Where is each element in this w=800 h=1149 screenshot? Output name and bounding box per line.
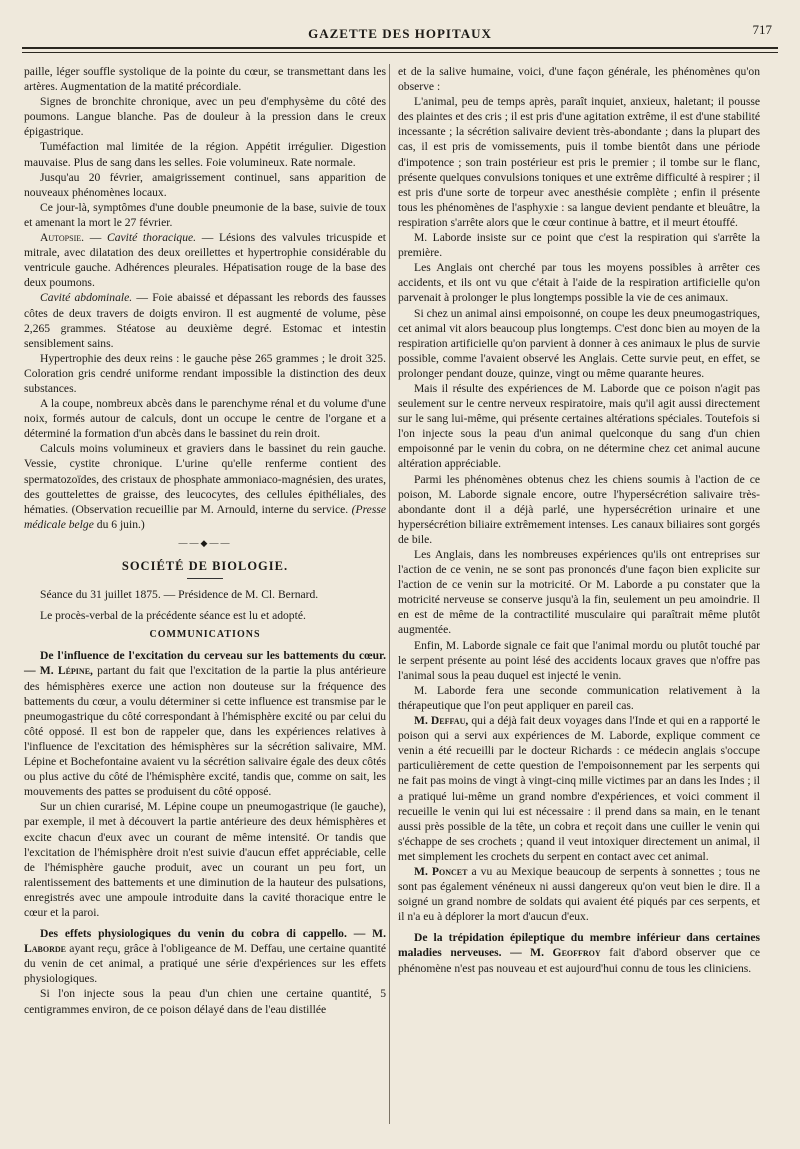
communication-geoffroy xyxy=(398,930,760,975)
paragraph: Si chez un animal ainsi empoisonné, on coupe les deux pneumogastriques, cet animal vit alors beaucoup plus longtemps. C'est donc bien au moyen de la respiration artificielle qu'on parvient à donner à ces animaux le plus de survie possible, comme l'avaient observé les Anglais. Cette survie peut, en effet, se prolonger pendant douze, quinze, vingt ou même quarante heures. xyxy=(398,306,760,380)
poncet-paragraph xyxy=(398,864,760,924)
paragraph: M. Laborde fera une seconde communication relativement à la thérapeutique que l'on peut appliquer en pareil cas. xyxy=(398,683,760,712)
communication-lepine xyxy=(24,648,386,799)
paragraph: Signes de bronchite chronique, avec un peu d'emphysème du côté des poumons. Langue blanche. Pas de douleur à la pression dans le creux épigastrique. xyxy=(24,95,386,139)
observation-text: Calculs moins volumineux et graviers dans le bassinet du rein gauche. Vessie, cystite chronique. L'urine qu'elle renferme contient des spermatozoïdes, des cristaux de phosphate ammoniaco-magnésien, des urates, des gouttelettes de graisse, des leucocytes, des cellules épithéliales, des hématies. (Observation recueillie par M. Arnould, interne du service. xyxy=(24,442,386,516)
proces-verbal: Le procès-verbal de la précédente séance est lu et adopté. xyxy=(40,609,306,623)
autopsy-label: Autopsie. — xyxy=(40,231,102,245)
right-column xyxy=(398,64,760,976)
paragraph: Mais il résulte des expériences de M. Laborde que ce poison n'agit pas seulement sur le centre nerveux respiratoire, mais qu'il agit aussi directement sur le sang lui-même, qui présente certaines altérations spéciales. Toutefois si l'on injecte sous la peau d'un animal quelconque du sang d'un chien empoisonné par le venin du cobra, on ne détermine chez cet animal aucune altération appréciable. xyxy=(398,381,760,471)
source-date: du 6 juin.) xyxy=(96,517,145,531)
paragraph: Parmi les phénomènes obtenus chez les chiens soumis à l'action de ce poison, M. Laborde signale encore, outre l'hypersécrétion salivaire très-abondante dont il a déjà parlé, une hypersécrétion urinaire et une hypersécrétion biliaire extrêmement intenses. Les canaux biliaires sont gorgés de bile. xyxy=(398,472,760,546)
author-name: M. Poncet xyxy=(414,864,468,878)
paragraph: et de la salive humaine, voici, d'une façon générale, les phénomènes qu'on observe : xyxy=(398,65,760,94)
paragraph: A la coupe, nombreux abcès dans le parenchyme rénal et du volume d'une noix, formés autour de calculs, dont un occupe le centre de l'organe et a déterminé la formation d'un abcès dans le bassinet du rein droit. xyxy=(24,397,386,441)
paragraph: M. Laborde insiste sur ce point que c'est la respiration qui s'arrête la première. xyxy=(398,231,760,260)
author-name: M. Deffau, xyxy=(414,714,469,728)
paragraph: Hypertrophie des deux reins : le gauche pèse 265 grammes ; le droit 325. Coloration gris cendré uniforme rendant impossible la distinction des deux substances. xyxy=(24,351,386,395)
autopsy-paragraph xyxy=(24,230,386,290)
communication-text: fait d'abord observer que ce phénomène n'est pas nouveau et est aujourd'hui connu de tous les cliniciens. xyxy=(398,946,760,975)
header-rule-thick xyxy=(22,47,778,49)
page-number: 717 xyxy=(752,22,772,37)
autopsy-text: — Lésions des valvules tricuspide et mitrale, avec dilatation des deux oreillettes et hypertrophie considérable du ventricule gauche. Adhérences pleurales. Hépatisation rouge de la base des deux poumons. xyxy=(24,231,386,290)
paragraph: Sur un chien curarisé, M. Lépine coupe un pneumogastrique (le gauche), par exemple, il met à découvert la partie antérieure des deux hémisphères et excite chacun d'eux avec un courant de même intensité. Or tandis que l'excitation de l'hémisphère droit n'est suivie d'aucun effet appréciable, celle de l'hémisphère gauche produit, avec un courant un peu fort, un ralentissement des battements et une diminution de la hauteur des pulsations, enregistrés avec une ampoule introduite dans la cavité thoracique entre le cœur et la paroi. xyxy=(24,800,386,919)
cavity-abdominal-label: Cavité abdominale. xyxy=(40,291,133,305)
ornament-separator: ——◆—— xyxy=(178,537,232,548)
communications-heading: COMMUNICATIONS xyxy=(149,629,261,641)
left-column xyxy=(24,64,386,1017)
communication-title: De l'influence de l'excitation du cerveau sur les battements du cœur. xyxy=(40,649,386,663)
paragraph: Enfin, M. Laborde signale ce fait que l'animal mordu ou plutôt touché par le serpent présente au point lésé des accidents locaux graves que n'offre pas l'animal sous la peau duquel est injecté le venin. xyxy=(398,638,760,682)
header-rule-thin xyxy=(22,52,778,53)
communication-text: partant du fait que l'excitation de la partie la plus antérieure des hémisphères exerce une action non douteuse sur la fréquence des battements du cœur, a voulu déterminer si cette influence est transmise par le pneumogastrique du côté correspondant à l'hémisphère excité ou par celui du côté opposé. Il est bon de rappeler que, dans les expériences relatives à l'influence de l'excitation des hémisphères sur la sécrétion salivaire, MM. Lépine et Bochefontaine avaient vu la sécrétion salivaire égale des deux côtés ou plus active du côté de l'hémisphère excité, tandis que, comme on sait, les mouvements des pattes se produisent du côté opposé. xyxy=(24,664,386,799)
paragraph: Les Anglais, dans les nombreuses expériences qu'ils ont entreprises sur l'action de ce venin, ne se sont pas prononcés d'une façon bien explicite sur l'action de ce venin sur la motricité. Or M. Laborde a pu constater que la motricité nerveuse se conserve jusqu'à la fin, seulement un peu amoindrie. Il en est de même de la contractilité musculaire qui paraîtrait même plutôt augmentée. xyxy=(398,548,760,637)
communication-text: ayant reçu, grâce à l'obligeance de M. Deffau, une certaine quantité du venin de cet animal, a pratiqué une série d'expériences sur les effets physiologiques. xyxy=(24,942,386,986)
poncet-text: a vu au Mexique beaucoup de serpents à sonnettes ; tous ne sont pas également vénéneux ni aussi dangereux qu'on veut bien le dire. Il a soigné un grand nombre de soldats qui avaient été piqués par ces serpents, et il n'a eu à déplorer la mort d'aucun d'eux. xyxy=(398,864,760,924)
communication-laborde xyxy=(24,926,386,986)
observation-paragraph xyxy=(24,441,386,532)
abdominal-text: — Foie abaissé et dépassant les rebords des fausses côtes de deux travers de doigts environ. Il est augmenté de volume, pèse 2,265 grammes. Stéatose au deuxième degré. Estomac et intestin sensiblement sains. xyxy=(24,291,386,350)
deffau-text: qui a déjà fait deux voyages dans l'Inde et qui en a rapporté le poison qui a servi aux expériences de M. Laborde, explique comment ce venin a été recueilli par le docteur Richards : ce médecin anglais s'occupe particulièrement de cette question de l'empoisonnement par les serpents qui ne fait pas moins de vingt à vingt-cinq mille victimes par an dans les Indes ; il a pratiqué lui-même un grand nombre d'expériences, et voici comment il recueille le venin qui lui est nécessaire : il prend dans sa main, en le tenant aussi près possible de la tête, un cobra et reçoit dans une cuiller le venin qui s'échappe de ses crochets ; quand il veut intoxiquer directement un animal, il met simplement les crochets du serpent en contact avec cet animal. xyxy=(398,714,760,863)
paragraph: Si l'on injecte sous la peau d'un chien une certaine quantité, 5 centigrammes environ, de ce poison délayé dans de l'eau distillée xyxy=(24,987,386,1016)
paragraph: Tuméfaction mal limitée de la région. Appétit irrégulier. Digestion mauvaise. Plus de sang dans les selles. Foie volumineux. Rate normale. xyxy=(24,140,386,169)
author-name: — M. Geoffroy xyxy=(510,946,601,960)
paragraph: Les Anglais ont cherché par tous les moyens possibles à arrêter ces accidents, et ils ont vu que c'était à l'aide de la respiration artificielle qu'on parvenait à prolonger le plus longtemps possible la vie de ces animaux. xyxy=(398,261,760,305)
author-name: — M. Laborde xyxy=(24,927,386,956)
deffau-paragraph xyxy=(398,713,760,864)
journal-title: GAZETTE DES HOPITAUX xyxy=(308,26,492,41)
paragraph: L'animal, peu de temps après, paraît inquiet, anxieux, haletant; il pousse des plaintes et des cris ; il est pris d'une agitation extrême, il est d'une stabilité incessante ; la sécrétion salivaire devient très-abondante ; dans la plupart des cas, il est pris de vomissements, puis il tombe bientôt dans une période d'impotence ; son train postérieur est pris le premier ; il tombe sur le flanc, présente quelques convulsions toniques et une extrême difficulté à respirer ; il est pris d'une sorte de torpeur avec anesthésie complète ; enfin il présente tous les phénomènes de l'asphyxie : sa langue devient pendante et bleuâtre, la respiration s'arrête alors que le cœur continue à battre, et il meurt étouffé. xyxy=(398,95,760,229)
section-title: SOCIÉTÉ DE BIOLOGIE. xyxy=(121,559,289,573)
cavity-thoracic-label: Cavité thoracique. xyxy=(106,231,197,245)
seance-line: Séance du 31 juillet 1875. — Présidence de M. Cl. Bernard. xyxy=(40,588,319,602)
source-journal: (Presse médicale belge xyxy=(24,502,386,531)
paragraph: Ce jour-là, symptômes d'une double pneumonie de la base, suivie de toux et amenant la mort le 27 février. xyxy=(24,200,386,229)
author-name: — M. Lépine, xyxy=(24,664,93,678)
paragraph: Jusqu'au 20 février, amaigrissement continuel, sans apparition de nouveaux phénomènes locaux. xyxy=(24,170,386,199)
communication-title: De la trépidation épileptique du membre inférieur dans certaines maladies nerveuses. xyxy=(398,931,760,960)
short-rule xyxy=(187,578,223,579)
communication-title: Des effets physiologiques du venin du cobra di cappello. xyxy=(40,927,347,941)
abdominal-paragraph xyxy=(24,290,386,350)
paragraph: paille, léger souffle systolique de la pointe du cœur, se transmettant dans les artères. Augmentation de la matité précordiale. xyxy=(24,65,386,94)
column-divider xyxy=(389,64,390,1124)
